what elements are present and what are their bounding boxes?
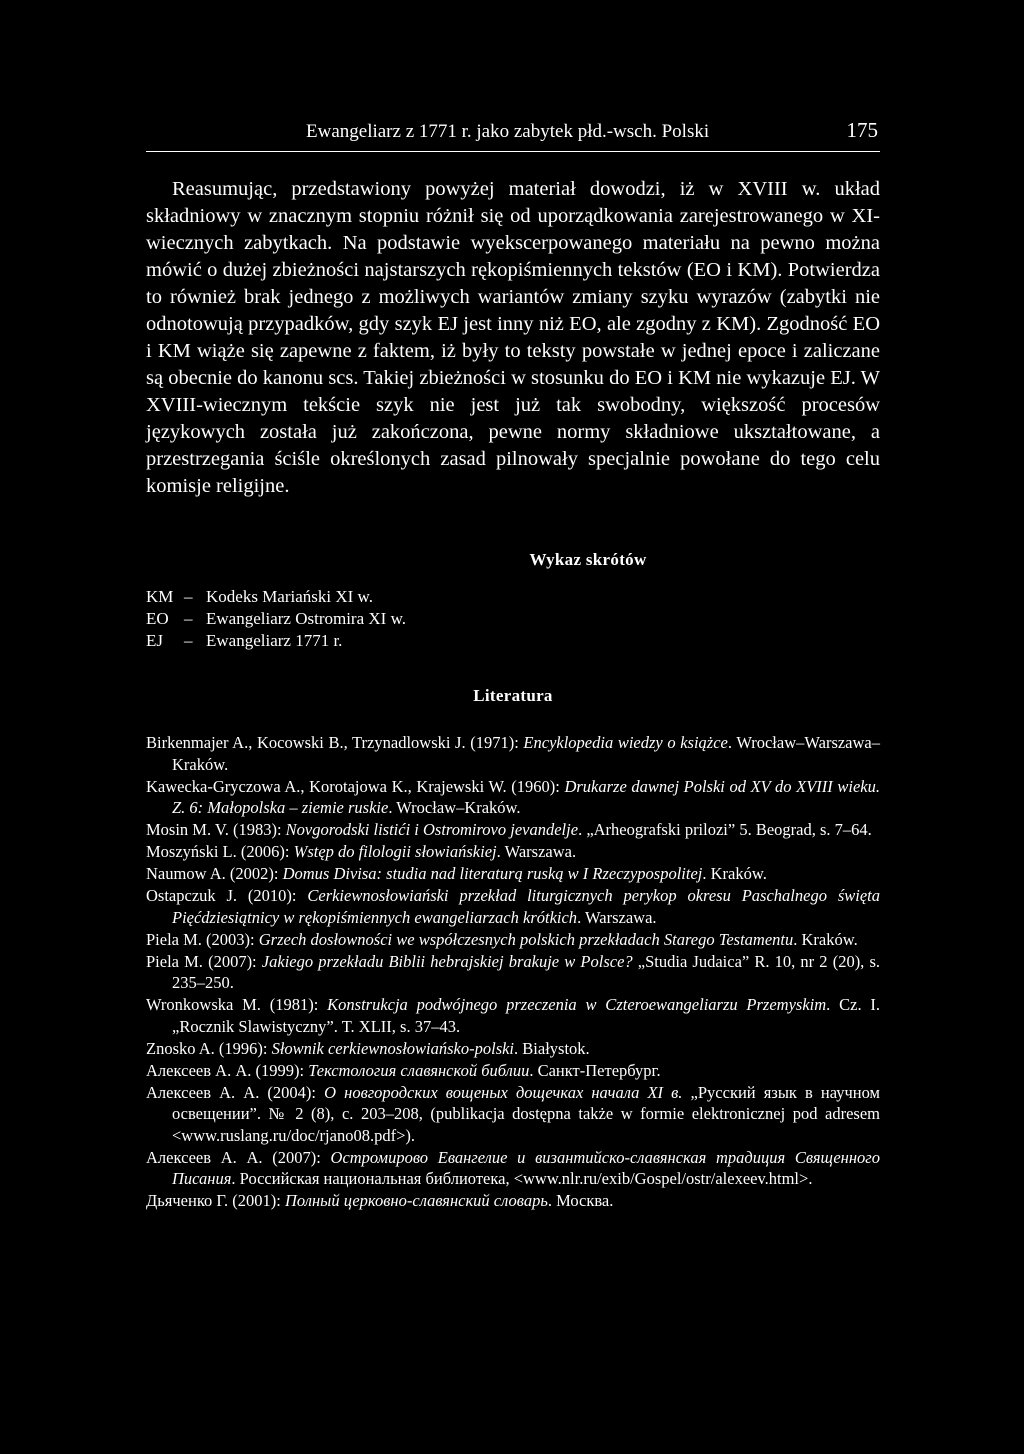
reference-title: Wstęp do filologii słowiańskiej bbox=[293, 842, 497, 861]
abbreviation-text: Ewangeliarz 1771 r. bbox=[206, 631, 343, 650]
reference-details: . Białystok. bbox=[514, 1038, 590, 1058]
reference-details: . Kraków. bbox=[793, 929, 858, 949]
reference-details: „Русский язык в научном освещении”. № 2 (8), с. 203–208, (publikacja dostępna także w formie elektronicznej pod adresem <www.ruslang.ru/doc/rjano08.pdf>). bbox=[172, 1082, 880, 1145]
abbreviations-heading: Wykaz skrótów bbox=[529, 550, 647, 569]
abbreviation-row bbox=[146, 630, 880, 652]
reference-list bbox=[146, 732, 880, 1212]
reference-author: Mosin M. V. (1983): bbox=[146, 820, 286, 839]
literature-heading: Literatura bbox=[473, 686, 553, 705]
reference-title: О новгородских вощеных дощечках начала XI в. bbox=[324, 1082, 683, 1102]
reference-title: Domus Divisa: studia nad literaturą ruską w I Rzeczypospolitej bbox=[282, 864, 703, 883]
abbreviation-dash: – bbox=[184, 609, 193, 628]
reference-author: Piela M. (2007): bbox=[146, 951, 262, 971]
reference-item bbox=[146, 1082, 880, 1147]
abbreviations-list bbox=[146, 586, 880, 652]
reference-author: Piela M. (2003): bbox=[146, 929, 259, 949]
reference-item bbox=[146, 1060, 880, 1082]
reference-title: Novgorodski listići i Ostromirovo jevandelje bbox=[285, 820, 579, 839]
reference-item bbox=[146, 1147, 880, 1190]
reference-title: Текстология славянской библии bbox=[308, 1060, 530, 1080]
reference-author: Wronkowska M. (1981): bbox=[146, 995, 328, 1014]
reference-author: Алексеев А. А. (1999): bbox=[146, 1060, 309, 1080]
reference-author: Birkenmajer A., Kocowski B., Trzynadlowski J. (1971): bbox=[146, 733, 524, 752]
reference-details: „Studia Judaica” R. 10, nr 2 (20), s. 235–250. bbox=[172, 951, 880, 992]
reference-title: Cerkiewnosłowiański przekład liturgicznych perykop okresu Paschalnego święta Pięćdziesiątnicy w rękopiśmiennych ewangeliarzach krótkich bbox=[172, 886, 880, 927]
reference-title: Konstrukcja podwójnego przeczenia w Czteroewangeliarzu Przemyskim bbox=[327, 995, 827, 1014]
reference-item bbox=[146, 819, 880, 841]
reference-item bbox=[146, 951, 880, 994]
page-content bbox=[146, 118, 880, 1212]
reference-title: Encyklopedia wiedzy o książce bbox=[523, 733, 728, 752]
abbreviation-code: KM bbox=[146, 587, 174, 606]
running-title: Ewangeliarz z 1771 r. jako zabytek płd.-wsch. Polski bbox=[306, 121, 710, 142]
reference-item bbox=[146, 776, 880, 819]
reference-title: Остромирово Евангелие и византийско-славянская традиция Священного Писания bbox=[172, 1147, 880, 1188]
abbreviation-code: EO bbox=[146, 609, 169, 628]
reference-title: Полный церковно-славянский словарь bbox=[285, 1191, 548, 1210]
reference-author: Kawecka-Gryczowa A., Korotajowa K., Krajewski W. (1960): bbox=[146, 776, 565, 796]
abbreviation-text: Ewangeliarz Ostromira XI w. bbox=[206, 609, 406, 628]
reference-details: . „Arheografski prilozi” 5. Beograd, s. 7–64. bbox=[578, 820, 872, 839]
reference-item bbox=[146, 929, 880, 951]
abbreviation-row bbox=[146, 608, 880, 630]
reference-title: Jakiego przekładu Biblii hebrajskiej brakuje w Polsce? bbox=[261, 951, 633, 971]
abbreviation-text: Kodeks Mariański XI w. bbox=[206, 587, 373, 606]
reference-author: Naumow A. (2002): bbox=[146, 864, 283, 883]
reference-details: . Kraków. bbox=[702, 864, 767, 883]
reference-author: Алексеев А. А. (2007): bbox=[146, 1147, 331, 1167]
reference-item bbox=[146, 885, 880, 928]
reference-details: . Warszawa. bbox=[577, 907, 657, 927]
abbreviation-code: EJ bbox=[146, 631, 163, 650]
reference-title: Grzech dosłowności we współczesnych polskich przekładach Starego Testamentu bbox=[258, 929, 794, 949]
reference-item bbox=[146, 863, 880, 885]
reference-author: Дьяченко Г. (2001): bbox=[146, 1191, 286, 1210]
abbreviation-dash: – bbox=[184, 631, 193, 650]
page-number: 175 bbox=[846, 118, 878, 142]
reference-details: . Warszawa. bbox=[496, 842, 577, 861]
body-paragraph: Reasumując, przedstawiony powyżej materiał dowodzi, iż w XVIII w. układ składniowy w znacznym stopniu różnił się od uporządkowania zarejestrowanego w XI-wiecznych zabytkach. Na podstawie wyekscerpowanego materiału na pewno można mówić o dużej zbieżności najstarszych rękopiśmiennych tekstów (EO i KM). Potwierdza to również brak jednego z możliwych wariantów zmiany szyku wyrazów (zabytki nie odnotowują przypadków, gdy szyk EJ jest inny niż EO, ale zgodny z KM). Zgodność EO i KM wiąże się zapewne z faktem, iż były to teksty powstałe w jednej epoce i zaliczane są obecnie do kanonu scs. Takiej zbieżności w stosunku do EO i KM nie wykazuje EJ. W XVIII-wiecznym tekście szyk nie jest już tak swobodny, większość procesów językowych została już zakończona, pewne normy składniowe ukształtowane, a przestrzegania ściśle określonych zasad pilnowały specjalnie powołane do tego celu komisje religijne. bbox=[146, 178, 880, 497]
reference-title: Drukarze dawnej Polski od XV do XVIII wieku. Z. 6: Małopolska – ziemie ruskie bbox=[172, 776, 880, 817]
reference-item bbox=[146, 994, 880, 1037]
reference-author: Ostapczuk J. (2010): bbox=[146, 886, 308, 905]
reference-item bbox=[146, 732, 880, 775]
reference-item bbox=[146, 1038, 880, 1060]
reference-details: . Санкт-Петербург. bbox=[529, 1060, 661, 1080]
reference-details: . Российская национальная библиотека, <www.nlr.ru/exib/Gospel/ostr/alexeev.html>. bbox=[231, 1169, 813, 1188]
reference-details: . Москва. bbox=[547, 1191, 614, 1210]
reference-item bbox=[146, 841, 880, 863]
reference-author: Алексеев А. А. (2004): bbox=[146, 1082, 325, 1102]
abbreviation-row bbox=[146, 586, 880, 608]
reference-details: . Wrocław–Kraków. bbox=[388, 798, 521, 817]
reference-title: Słownik cerkiewnosłowiańsko-polski bbox=[271, 1038, 515, 1058]
reference-author: Moszyński L. (2006): bbox=[146, 842, 294, 861]
abbreviation-dash: – bbox=[184, 587, 193, 606]
reference-author: Znosko A. (1996): bbox=[146, 1038, 272, 1058]
reference-item bbox=[146, 1190, 880, 1212]
reference-details: . Wrocław–Warszawa–Kraków. bbox=[172, 733, 880, 774]
reference-details: . Cz. I. „Rocznik Slawistyczny”. T. XLII, s. 37–43. bbox=[172, 995, 881, 1036]
running-head bbox=[146, 118, 880, 152]
